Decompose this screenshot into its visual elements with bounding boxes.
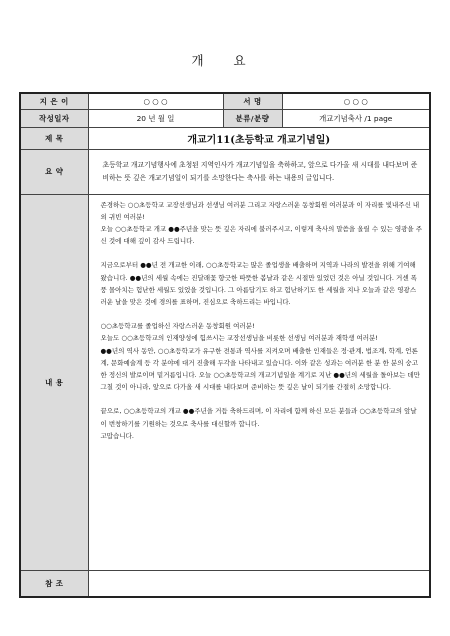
summary-text: 초등학교 개교기념행사에 초청된 지역인사가 개교기념일을 축하하고, 앞으로 다가올 새 시대를 내다보며 준비하는 뜻 깊은 개교기념일이 되기를 소망한다는 축사를 하는 내용의 글입니다. (88, 149, 430, 194)
content-paragraph: 오늘도 ○○초등학교의 인재양성에 힘쓰시는 교장선생님을 비롯한 선생님 여러분과 재학생 여러분! (100, 334, 378, 343)
reference-label: 참 조 (20, 570, 88, 597)
category-value: 개교기념축사 /1 page (282, 109, 430, 127)
author-label: 지 은 이 (20, 93, 88, 109)
category-label: 분류/분량 (223, 109, 282, 127)
subject-row (20, 127, 430, 149)
content-label: 내 용 (20, 194, 88, 570)
author-value: ○ ○ ○ (88, 93, 223, 109)
date-value: 20 년 월 일 (88, 109, 223, 127)
reference-row (20, 570, 430, 597)
content-paragraph: ○○초등학교를 졸업하신 자랑스러운 동창회원 여러분! (100, 322, 255, 331)
date-row (20, 109, 430, 127)
subject-value: 개교기11(초등학교 개교기념일) (88, 127, 430, 149)
reference-value (88, 570, 430, 597)
summary-row (20, 149, 430, 194)
content-paragraph: 오늘 ○○초등학교 개교 ●●주년을 맞는 뜻 깊은 자리에 불러주시고, 이렇게 축사의 말씀을 올릴 수 있는 영광을 주신 것에 대해 깊이 감사 드립니다. (100, 224, 423, 246)
signature-value: ○ ○ ○ (282, 93, 430, 109)
content-paragraph: 끝으로, ○○초등학교의 개교 ●●주년을 거듭 축하드리며, 이 자리에 함께 하신 모든 분들과 ○○초등학교의 앞날이 번창하기를 기원하는 것으로 축사를 대신할까 합니다. (100, 407, 417, 428)
content-paragraph: ●●년의 역사 동안, ○○초등학교가 유구한 전통과 역사를 지켜오며 배출한 인재들은 정·관계, 법조계, 학계, 언론계, 문화예술계 등 각 분야에 대거 진출해 두각을 나타내고 있습니다. 이와 같은 성과는 여러분 한 분 한 분의 숭고한 정신의 발로이며 밑거름입니다. 오늘 ○○초등학교의 개교기념일을 계기로 지난 ●●년의 세월을 돌아보는 데만 그칠 것이 아니라, 앞으로 다가올 새 시대를 내다보며 준비하는 뜻 깊은 날이 되기를 간절히 소망합니다. (100, 346, 421, 392)
page-title: 개 요 (191, 53, 259, 68)
summary-form-table (19, 92, 431, 598)
summary-label: 요 약 (20, 149, 88, 194)
author-row (20, 93, 430, 109)
content-paragraph: 고맙습니다. (100, 431, 134, 440)
content-paragraph: 존경하는 ○○초등학교 교장선생님과 선생님 여러분 그리고 자랑스러운 동창회원 여러분과 이 자리를 빛내주신 내외 귀빈 여러분! (100, 200, 420, 221)
content-row (20, 194, 430, 570)
subject-label: 제 목 (20, 127, 88, 149)
signature-label: 서 명 (223, 93, 282, 109)
content-body (88, 194, 430, 570)
content-paragraph: 지금으로부터 ●●년 전 개교한 이래, ○○초등학교는 많은 졸업생을 배출하며 지역과 나라의 발전을 위해 기여해 왔습니다. ●●년의 세월 속에는 진달래꽃 향긋한 따뜻한 봄날과 같은 시절만 있었던 것은 아닐 것입니다. 거센 폭풍 몰아치는 험난한 세월도 있었을 것입니다. 그 아름답기도 하고 험난하기도 한 세월을 지나 오늘과 같은 영광스러운 날을 맞은 것에 경의를 표하며, 진심으로 축하드리는 바입니다. (100, 261, 417, 306)
date-label: 작성일자 (20, 109, 88, 127)
